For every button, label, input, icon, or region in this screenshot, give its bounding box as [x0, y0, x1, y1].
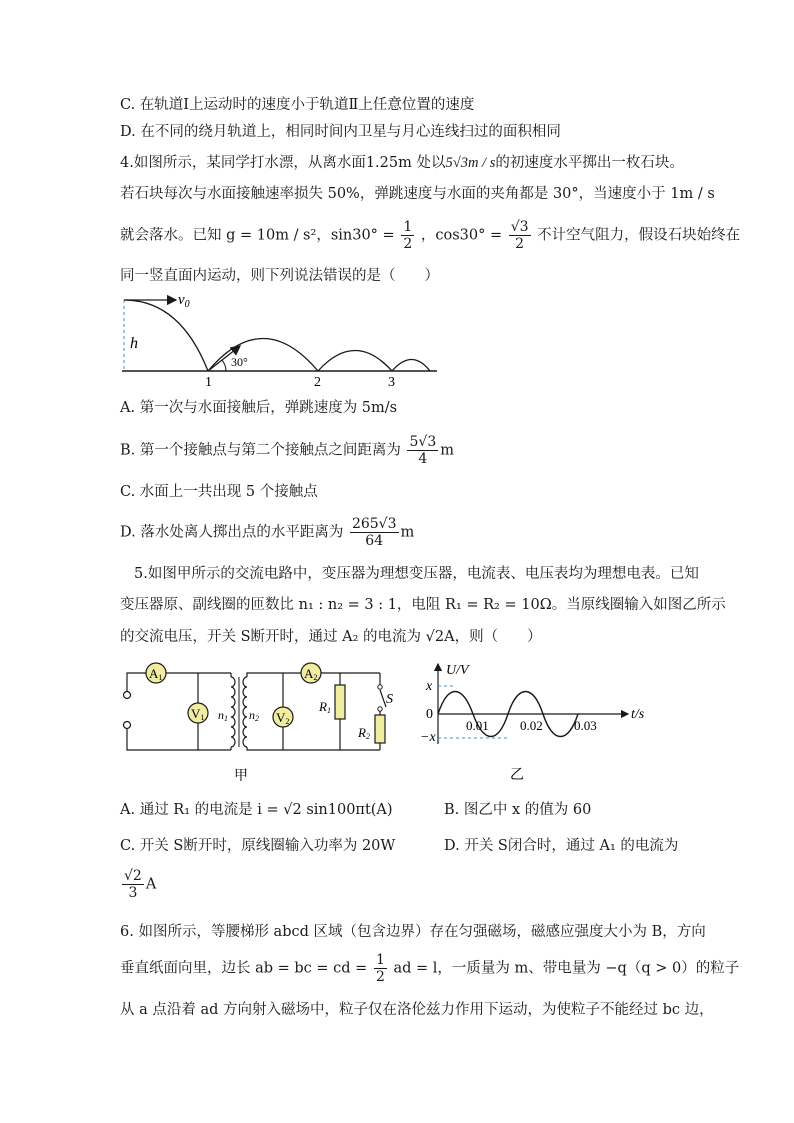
- fraction-q6: $\frac{1}{2}$: [375, 952, 385, 986]
- q3-option-c: C. 在轨道Ⅰ上运动时的速度小于轨道Ⅱ上任意位置的速度: [120, 97, 475, 113]
- fraction-d: $\frac{265√3}{64}$: [351, 516, 397, 550]
- n2-label: n2: [249, 708, 259, 723]
- q5-option-d-value: $\frac{√2}{3}$ A: [124, 868, 157, 902]
- origin-label: 0: [426, 707, 433, 722]
- q4-option-a: A. 第一次与水面接触后，弹跳速度为 5m/s: [120, 400, 398, 416]
- fraction-cos30: $\frac{√3}{2}$: [510, 219, 529, 253]
- q3-option-d: D. 在不同的绕月轨道上，相同时间内卫星与月心连线扫过的面积相同: [120, 124, 561, 140]
- q6-line-2: 垂直纸面向里，边长 ab = bc = cd = $\frac{1}{2}$ ad = l，一质量为 m、带电量为 −q（q > 0）的粒子: [120, 952, 740, 986]
- stone-skipping-figure: [110, 288, 450, 393]
- contact-point-3: 3: [388, 375, 395, 390]
- trajectory-first-bounce: [208, 339, 318, 372]
- amplitude-label: x: [426, 679, 433, 694]
- q4-line-2: 若石块每次与水面接触速率损失 50%，弹跳速度与水面的夹角都是 30°，当速度小于 1m / s: [120, 186, 715, 202]
- neg-amplitude-label: −x: [420, 730, 436, 745]
- angle-arc: [222, 360, 226, 371]
- voltmeter-v1-label: V1: [191, 706, 205, 722]
- q6-line-1: 6. 如图所示，等腰梯形 abcd 区域（包含边界）存在匀强磁场，磁感应强度大小为 B，方向: [120, 924, 706, 940]
- fraction-b: $\frac{5√3}{4}$: [409, 434, 437, 468]
- x-axis-label: t/s: [631, 707, 645, 722]
- tick-0-02: 0.02: [520, 718, 543, 733]
- q5-option-b: B. 图乙中 x 的值为 60: [444, 802, 592, 818]
- q5-option-a: A. 通过 R₁ 的电流是 i = √2 sin100πt(A): [120, 802, 393, 818]
- fraction-half: $\frac{1}{2}$: [403, 219, 413, 253]
- input-terminal-bottom: [124, 722, 131, 729]
- resistor-r2: [375, 715, 385, 743]
- q4-speed: 5√3m / s: [445, 155, 496, 171]
- switch-s-label: S: [386, 692, 393, 707]
- h-label: h: [130, 335, 138, 352]
- q5-option-d: D. 开关 S闭合时，通过 A₁ 的电流为: [444, 838, 679, 854]
- voltage-graph: [420, 660, 655, 785]
- q5-line-1: 5.如图甲所示的交流电路中，变压器为理想变压器，电流表、电压表均为理想电表。已知: [134, 566, 699, 582]
- input-terminal-top: [124, 692, 131, 699]
- contact-point-2: 2: [314, 375, 321, 390]
- secondary-coil: [243, 677, 247, 747]
- tick-0-03: 0.03: [574, 718, 597, 733]
- q4-line-4: 同一竖直面内运动，则下列说法错误的是（ ）: [120, 268, 439, 284]
- v0-label: $v_0$: [178, 292, 190, 310]
- n1-label: n1: [218, 708, 228, 723]
- q5-option-c: C. 开关 S断开时，原线圈输入功率为 20W: [120, 838, 396, 854]
- circuit-caption: 甲: [234, 769, 248, 784]
- q4-option-c: C. 水面上一共出现 5 个接触点: [120, 484, 318, 500]
- trajectory-second-bounce: [318, 351, 392, 372]
- contact-point-1: 1: [205, 375, 212, 390]
- q4-option-d: D. 落水处离人掷出点的水平距离为 $\frac{265√3}{64}$ m: [120, 516, 415, 550]
- fraction-q5d: $\frac{√2}{3}$: [124, 868, 142, 902]
- q4-line-1: 4.如图所示，某同学打水漂，从离水面1.25m 处以5√3m / s的初速度水平掷出一枚石块。: [120, 155, 684, 171]
- q5-line-2: 变压器原、副线圈的匝数比 n₁ : n₂ = 3 : 1，电阻 R₁ = R₂ = 10Ω。当原线圈输入如图乙所示: [120, 597, 726, 613]
- q5-line-3: 的交流电压，开关 S断开时，通过 A₂ 的电流为 √2A，则（ ）: [120, 629, 542, 645]
- trajectory-third-bounce: [392, 360, 430, 372]
- graph-caption: 乙: [510, 768, 524, 783]
- r2-label: R2: [358, 725, 370, 741]
- circuit-diagram: [118, 655, 408, 785]
- ammeter-a1-label: A1: [149, 666, 163, 682]
- y-axis-label: U/V: [446, 663, 469, 678]
- tick-0-01: 0.01: [466, 718, 489, 733]
- voltmeter-v2-label: V2: [276, 710, 290, 726]
- q4-line-3: 就会落水。已知 g = 10m / s²，sin30° = $\frac{1}{2}$ ，cos30° = $\frac{√3}{2}$ 不计空气阻力，假设石块始终在: [120, 219, 741, 253]
- q6-line-3: 从 a 点沿着 ad 方向射入磁场中，粒子仅在洛伦兹力作用下运动，为使粒子不能经过 bc 边，: [120, 1002, 714, 1018]
- ammeter-a2-label: A2: [304, 666, 318, 682]
- resistor-r1: [335, 685, 345, 719]
- r1-label: R1: [319, 699, 331, 715]
- q4-option-b: B. 第一个接触点与第二个接触点之间距离为 $\frac{5√3}{4}$ m: [120, 434, 454, 468]
- primary-coil: [231, 677, 235, 747]
- angle-label: 30°: [231, 355, 248, 369]
